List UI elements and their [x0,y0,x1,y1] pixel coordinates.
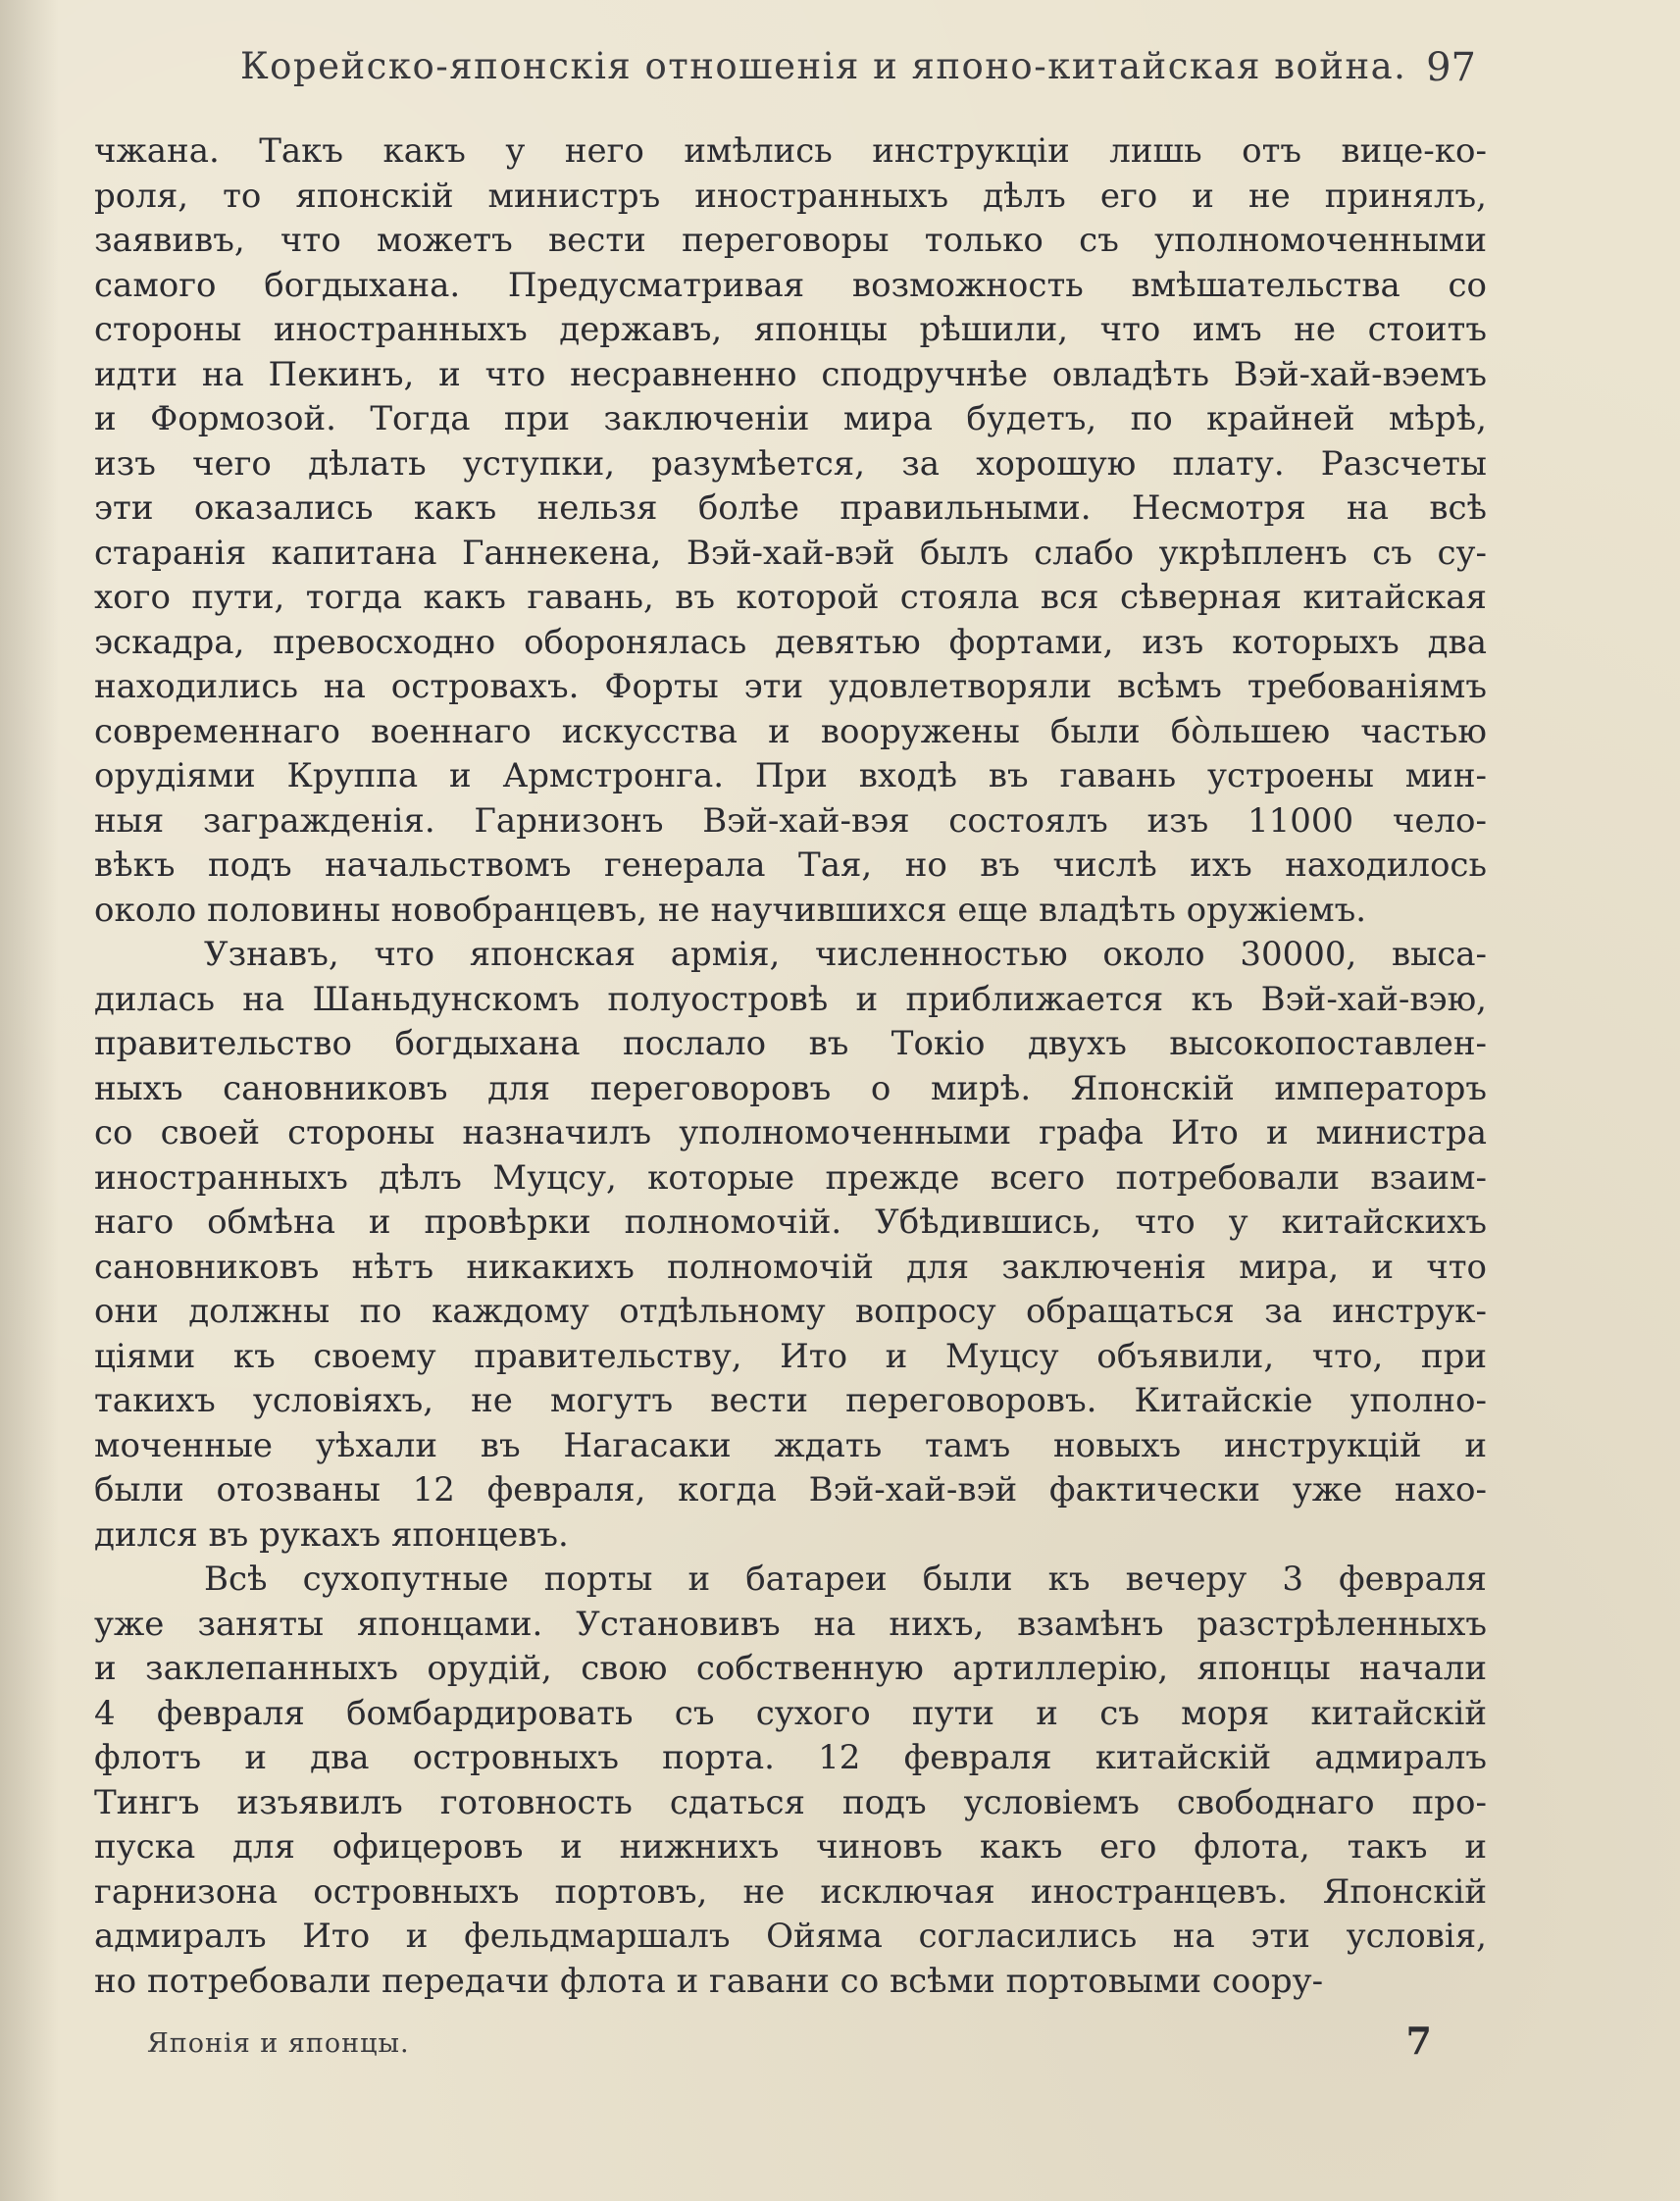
text-line: изъ чего дѣлать уступки, разумѣется, за хорошую плату. Разсчеты [94,443,1487,484]
text-line: роля, то японскій министръ иностранныхъ дѣлъ его и не принялъ, [94,176,1487,216]
text-line: со своей стороны назначилъ уполномоченными графа Ито и министра [94,1113,1487,1152]
text-line: стороны иностранныхъ державъ, японцы рѣшили, что имъ не стоитъ [94,310,1487,349]
text-line: Всѣ сухопутные порты и батареи были къ вечеру 3 февраля [204,1560,1487,1599]
text-line: эскадра, превосходно оборонялась девятью фортами, изъ которыхъ два [94,622,1487,662]
text-line: самого богдыхана. Предусматривая возможность вмѣшательства со [94,265,1487,305]
text-line: эти оказались какъ нельзя болѣе правильными. Несмотря на всѣ [94,488,1487,528]
text-line: идти на Пекинъ, и что несравненно сподручнѣе овладѣть Вэй-хай-вэемъ [94,354,1487,394]
text-line: наго обмѣна и провѣрки полномочій. Убѣдившись, что у китайскихъ [94,1203,1487,1242]
text-line: пуска для офицеровъ и нижнихъ чиновъ какъ его флота, такъ и [94,1827,1487,1867]
text-line: ныя загражденія. Гарнизонъ Вэй-хай-вэя состоялъ изъ 11000 чело- [94,800,1487,841]
text-line: находились на островахъ. Форты эти удовлетворяли всѣмъ требованіямъ [94,667,1487,706]
running-title: Корейско-японскія отношенія и японо-китайская война. [240,45,1407,87]
text-line: моченные уѣхали въ Нагасаки ждать тамъ новыхъ инструкцій и [94,1425,1487,1465]
text-line: но потребовали передачи флота и гавани со всѣми портовыми соору- [94,1961,1324,2001]
text-line: Тингъ изъявилъ готовность сдаться подъ условіемъ свободнаго про- [94,1782,1487,1822]
text-line: и Формозой. Тогда при заключеніи мира будетъ, по крайней мѣрѣ, [94,399,1487,438]
text-line: иностранныхъ дѣлъ Муцсу, которые прежде всего потребовали взаим- [94,1157,1487,1198]
text-line: они должны по каждому отдѣльному вопросу обращаться за инструк- [94,1292,1487,1331]
text-line: адмиралъ Ито и фельдмаршалъ Ойяма согласились на эти условія, [94,1917,1487,1956]
text-line: 4 февраля бомбардировать съ сухого пути и съ моря китайскій [94,1693,1487,1733]
text-line: хого пути, тогда какъ гавань, въ которой стояла вся сѣверная китайская [94,578,1487,617]
running-head [240,45,1476,100]
text-line: Узнавъ, что японская армія, численностью около 30000, выса- [204,935,1487,974]
signature-mark: 7 [1405,2019,1432,2063]
text-line: гарнизона островныхъ портовъ, не исключая иностранцевъ. Японскій [94,1871,1487,1912]
text-line: около половины новобранцевъ, не научившихся еще владѣть оружіемъ. [94,890,1367,930]
text-line: чжана. Такъ какъ у него имѣлись инструкціи лишь отъ вице-ко- [94,131,1487,171]
page-footer [147,2019,1432,2068]
text-line: были отозваны 12 февраля, когда Вэй-хай-вэй фактически уже нахо- [94,1470,1487,1510]
body-text [94,129,1487,2004]
text-line: дился въ рукахъ японцевъ. [94,1514,569,1555]
footer-book-title: Японія и японцы. [147,2028,410,2059]
text-line: уже заняты японцами. Установивъ на нихъ, взамѣнъ разстрѣленныхъ [94,1604,1487,1644]
text-line: правительство богдыхана послало въ Токіо двухъ высокопоставлен- [94,1024,1487,1063]
text-line: флотъ и два островныхъ порта. 12 февраля китайскій адмиралъ [94,1738,1487,1777]
text-line: сановниковъ нѣтъ никакихъ полномочій для заключенія мира, и что [94,1247,1487,1287]
text-line: дилась на Шаньдунскомъ полуостровѣ и приближается къ Вэй-хай-вэю, [94,979,1487,1019]
text-line: орудіями Круппа и Армстронга. При входѣ въ гавань устроены мин- [94,756,1487,795]
text-line: старанія капитана Ганнекена, Вэй-хай-вэй былъ слабо укрѣпленъ съ су- [94,533,1487,573]
text-line: ціями къ своему правительству, Ито и Муцсу объявили, что, при [94,1336,1487,1376]
text-line: вѣкъ подъ начальствомъ генерала Тая, но въ числѣ ихъ находилось [94,845,1487,885]
page-number: 97 [1426,45,1476,90]
text-line: ныхъ сановниковъ для переговоровъ о мирѣ. Японскій императоръ [94,1068,1487,1108]
text-line: и заклепанныхъ орудій, свою собственную артиллерію, японцы начали [94,1649,1487,1688]
text-line: современнаго военнаго искусства и вооружены были бо̀льшею частью [94,711,1487,751]
text-line: заявивъ, что можетъ вести переговоры только съ уполномоченными [94,221,1487,260]
text-line: такихъ условіяхъ, не могутъ вести переговоровъ. Китайскіе уполно- [94,1381,1487,1420]
gutter-shadow [0,0,59,2201]
